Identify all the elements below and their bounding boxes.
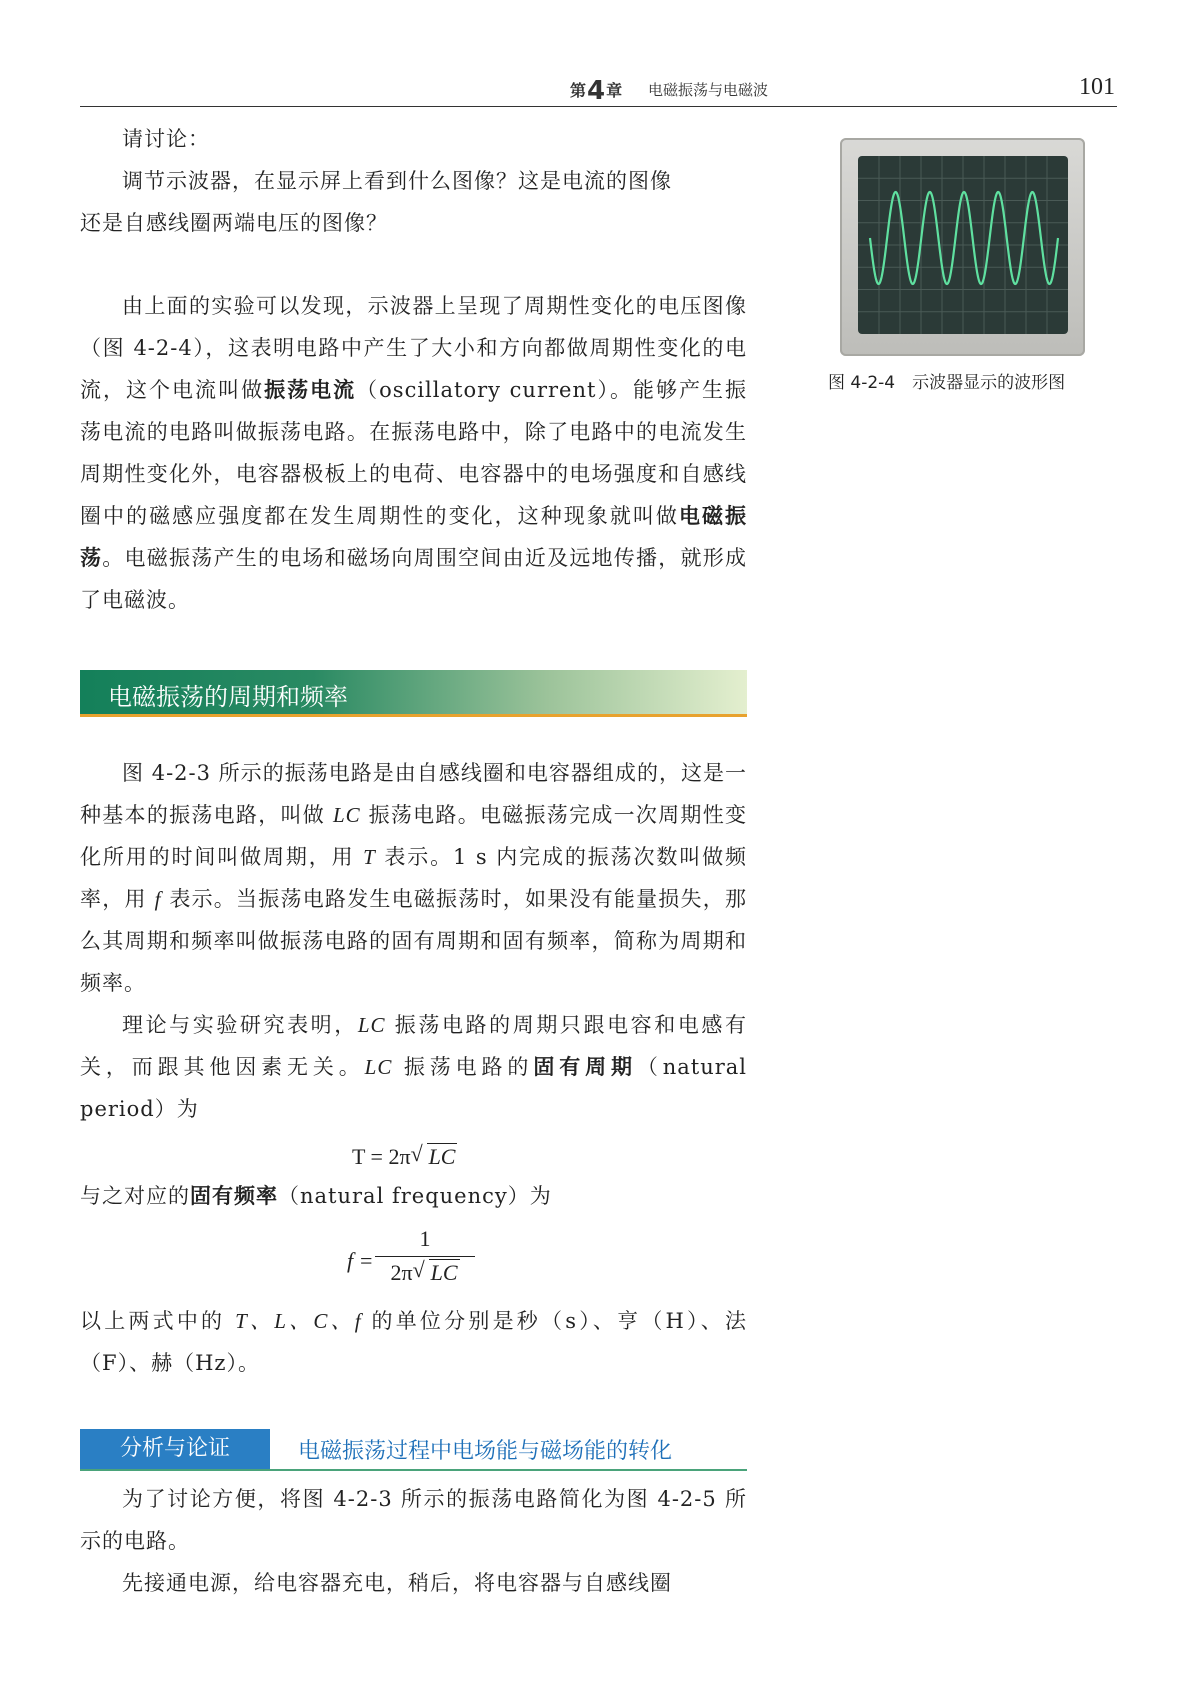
paragraph-oscillation-intro: 由上面的实验可以发现，示波器上呈现了周期性变化的电压图像（图 4-2-4），这表明电路中产生了大小和方向都做周期性变化的电流，这个电流叫做振荡电流（oscillatory current）。能够产生振荡电流的电路叫做振荡电路。在振荡电路中，除了电路中的电流发生周期性变化外，电容器极板上的电荷、电容器中的电场强度和自感线圈中的磁感应强度都在发生周期性的变化，这种现象就叫做电磁振荡。电磁振荡产生的电场和磁场向周围空间由近及远地传播，就形成了电磁波。 bbox=[80, 294, 748, 612]
chapter-label: 第4章 bbox=[570, 76, 623, 106]
section-heading-bar bbox=[80, 670, 747, 717]
discussion-question-line1: 调节示波器，在显示屏上看到什么图像？这是电流的图像 bbox=[122, 169, 672, 193]
paragraph-natural-period: 理论与实验研究表明，LC 振荡电路的周期只跟电容和电感有关，而跟其他因素无关。LC 振荡电路的固有周期（natural period）为 bbox=[80, 1013, 747, 1121]
keyword-oscillating-current: 振荡电流 bbox=[264, 378, 357, 402]
sine-wave-trace bbox=[870, 192, 1058, 284]
oscilloscope-screen bbox=[858, 156, 1068, 334]
analysis-label: 分析与论证 bbox=[80, 1429, 270, 1469]
keyword-natural-period: 固有周期 bbox=[533, 1055, 637, 1079]
page-number: 101 bbox=[1079, 74, 1115, 100]
figure-caption: 图 4-2-4 示波器显示的波形图 bbox=[828, 373, 1066, 393]
discussion-question-line2: 还是自感线圈两端电压的图像？ bbox=[80, 211, 388, 235]
keyword-natural-frequency: 固有频率 bbox=[190, 1184, 278, 1208]
keyword-em-oscillation: 电磁振荡 bbox=[80, 504, 748, 570]
chapter-title: 电磁振荡与电磁波 bbox=[648, 81, 769, 99]
paragraph-natural-frequency: 与之对应的固有频率（natural frequency）为 bbox=[80, 1184, 552, 1208]
analysis-heading bbox=[80, 1429, 747, 1471]
paragraph-units: 以上两式中的 T、L、C、f 的单位分别是秒（s）、亨（H）、法（F）、赫（Hz）。 bbox=[80, 1309, 747, 1375]
running-header bbox=[80, 74, 1117, 107]
oscilloscope-image bbox=[840, 138, 1085, 356]
discussion-block bbox=[80, 118, 747, 244]
section-title: 电磁振荡的周期和频率 bbox=[108, 683, 348, 711]
formula-frequency-fraction: 1 2π √ LC bbox=[375, 1226, 475, 1286]
formula-period: T = 2π √ LC bbox=[352, 1141, 456, 1169]
paragraph-analysis: 为了讨论方便，将图 4-2-3 所示的振荡电路简化为图 4-2-5 所示的电路。 先接通电源，给电容器充电，稍后，将电容器与自感线圈 bbox=[80, 1487, 747, 1595]
formula-frequency-lhs: f = bbox=[347, 1248, 374, 1273]
waveform-graphic bbox=[858, 156, 1068, 334]
paragraph-period-frequency: 图 4-2-3 所示的振荡电路是由自感线圈和电容器组成的，这是一种基本的振荡电路，叫做 LC 振荡电路。电磁振荡完成一次周期性变化所用的时间叫做周期，用 T 表示。1 s 内完成的振荡次数叫做频率，用 f 表示。当振荡电路发生电磁振荡时，如果没有能量损失，那么其周期和频率叫做振荡电路的固有周期和固有频率，简称为周期和频率。 理论与实验研究表明，LC 振荡电路的周期只跟电容和电感有关，而跟其他因素无关。LC 振荡电路的固有周期（natural period）为 bbox=[80, 752, 747, 1130]
analysis-title: 电磁振荡过程中电场能与磁场能的转化 bbox=[298, 1439, 673, 1464]
discussion-label: 请讨论： bbox=[122, 127, 210, 151]
